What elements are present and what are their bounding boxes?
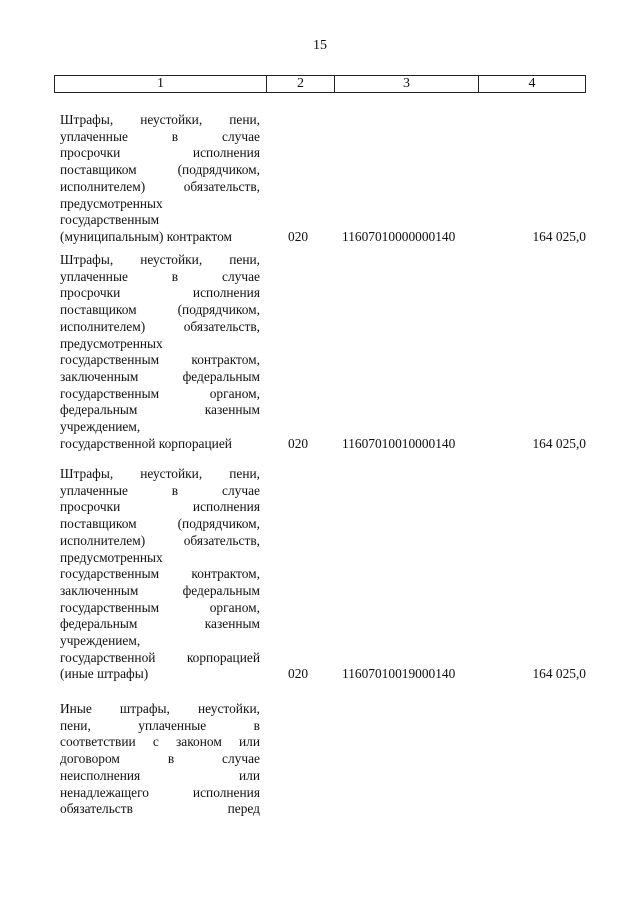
description-line: Штрафы, неустойки, пени,: [60, 252, 260, 267]
description-line: просрочки исполнения: [60, 285, 260, 301]
description-line: государственным органом,: [60, 599, 260, 615]
description-line: предусмотренных: [60, 549, 163, 565]
row-sum: 164 025,0: [532, 435, 586, 451]
column-header-4: 4: [528, 76, 536, 91]
row-code: 020: [288, 435, 309, 451]
description-line: договором в случае: [60, 751, 260, 767]
description-line: поставщиком (подрядчиком,: [60, 516, 260, 532]
description-line: предусмотренных: [60, 195, 163, 211]
description-line: ненадлежащего исполнения: [60, 784, 260, 800]
column-header-1: 1: [55, 76, 267, 92]
page-number: 15: [313, 38, 327, 53]
column-header-3: 3: [335, 76, 479, 92]
description-line: просрочки исполнения: [60, 499, 260, 515]
description-line: федеральным казенным: [60, 402, 260, 418]
description-line: (иные штрафы): [60, 666, 149, 682]
row-code: 020: [288, 228, 309, 244]
description-line: Иные штрафы, неустойки,: [60, 701, 260, 716]
row-kbk-code: 11607010019000140: [342, 666, 456, 682]
description-line: заключенным федеральным: [60, 368, 260, 384]
description-line: поставщиком (подрядчиком,: [60, 302, 260, 318]
row-description: [60, 112, 260, 246]
description-line: Штрафы, неустойки, пени,: [60, 466, 260, 481]
description-line: государственным органом,: [60, 385, 260, 401]
row-kbk-code: 11607010000000140: [342, 228, 456, 244]
description-line: учреждением,: [60, 633, 141, 649]
description-line: обязательств перед: [60, 801, 260, 817]
description-line: предусмотренных: [60, 335, 163, 351]
description-line: (муниципальным) контрактом: [60, 228, 233, 244]
row-kbk-code: 11607010010000140: [342, 435, 456, 451]
description-line: учреждением,: [60, 419, 141, 435]
description-line: уплаченные в случае: [60, 268, 260, 284]
description-line: государственной корпорацией: [60, 649, 260, 665]
row-sum: 164 025,0: [532, 666, 586, 682]
row-sum: 164 025,0: [532, 228, 586, 244]
description-line: государственной корпорацией: [60, 435, 232, 451]
row-code: 020: [288, 666, 309, 682]
description-line: исполнителем) обязательств,: [60, 532, 260, 548]
description-line: заключенным федеральным: [60, 582, 260, 598]
row-description: [60, 466, 260, 683]
description-line: уплаченные в случае: [60, 128, 260, 144]
description-line: пени, уплаченные в: [60, 717, 260, 733]
description-line: исполнителем) обязательств,: [60, 318, 260, 334]
description-line: неисполнения или: [60, 767, 260, 783]
description-line: государственным: [60, 212, 160, 228]
row-description: [60, 252, 260, 452]
table-header-row: [54, 75, 586, 93]
description-line: уплаченные в случае: [60, 482, 260, 498]
description-line: просрочки исполнения: [60, 145, 260, 161]
description-line: государственным контрактом,: [60, 566, 260, 582]
description-line: Штрафы, неустойки, пени,: [60, 112, 260, 127]
description-line: федеральным казенным: [60, 616, 260, 632]
description-line: исполнителем) обязательств,: [60, 178, 260, 194]
column-header-2: 2: [267, 76, 335, 92]
description-line: поставщиком (подрядчиком,: [60, 162, 260, 178]
description-line: соответствии с законом или: [60, 734, 260, 750]
description-line: государственным контрактом,: [60, 352, 260, 368]
row-description: [60, 701, 260, 818]
